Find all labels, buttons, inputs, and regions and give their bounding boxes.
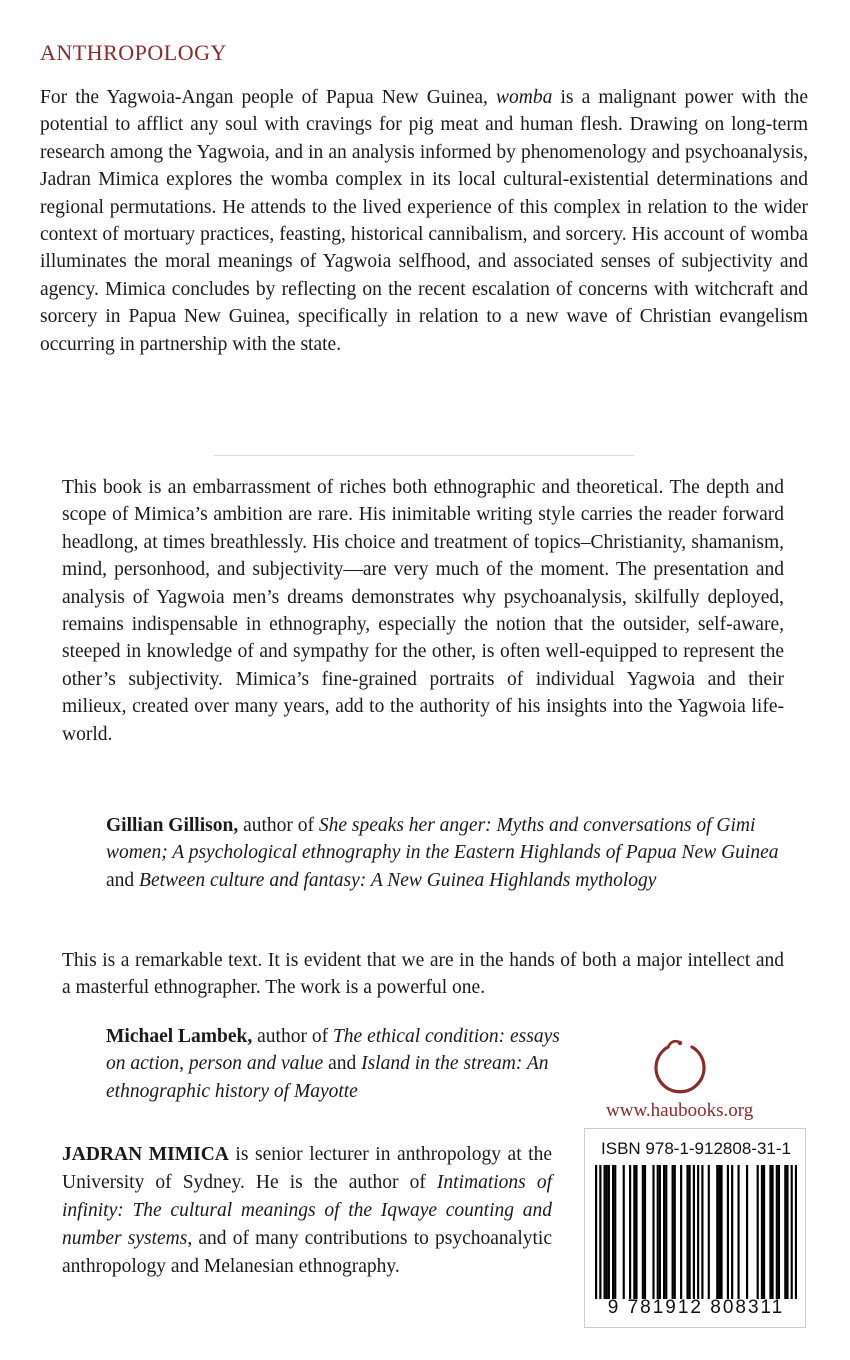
barcode-bars: [595, 1165, 797, 1299]
endorsement-attribution-1: [106, 812, 786, 894]
endorsement-attribution-2: [106, 1023, 566, 1105]
barcode-bar: [633, 1165, 635, 1299]
barcode-bar: [595, 1165, 597, 1299]
barcode-bar: [731, 1165, 733, 1299]
barcode-digits: 9 781912 808311: [607, 1297, 785, 1318]
barcode-bar: [720, 1165, 722, 1299]
hau-ouroboros-logo-icon: [648, 1033, 712, 1097]
barcode-bar: [746, 1165, 748, 1299]
barcode-bar: [716, 1165, 718, 1299]
category-label: ANTHROPOLOGY: [40, 40, 227, 65]
barcode-bar: [680, 1165, 682, 1299]
barcode-bar: [795, 1165, 797, 1299]
barcode-bar: [599, 1165, 601, 1299]
author-name: JADRAN MIMICA: [62, 1144, 229, 1165]
barcode-bar: [737, 1165, 739, 1299]
endorsement-quote-2: This is a remarkable text. It is evident that we are in the hands of both a major intellect and a masterful ethnographer. The work is a powerful one.: [62, 950, 784, 999]
barcode-bar: [652, 1165, 654, 1299]
endorser-work-2a: The ethical condition: essays on action, person and value: [106, 1026, 560, 1075]
barcode-bar: [701, 1165, 703, 1299]
barcode-bar: [604, 1165, 606, 1299]
endorser-work-1a: She speaks her anger: Myths and conversations of Gimi women; A psychological ethnography in the Eastern Highlands of Papua New Guinea: [106, 815, 779, 864]
barcode-bar: [763, 1165, 765, 1299]
barcode-bar: [686, 1165, 688, 1299]
barcode-bar: [674, 1165, 676, 1299]
barcode-bar: [771, 1165, 773, 1299]
barcode-bar: [612, 1165, 614, 1299]
author-book: Intimations of infinity: The cultural meanings of the Iqwaye counting and number systems: [62, 1172, 552, 1249]
endorser-name-2: Michael Lambek,: [106, 1026, 253, 1047]
barcode-bar: [642, 1165, 644, 1299]
barcode-bar: [659, 1165, 661, 1299]
endorser-name-1: Gillian Gillison,: [106, 815, 239, 836]
barcode-bar: [769, 1165, 771, 1299]
barcode-bar: [672, 1165, 674, 1299]
barcode-bar: [761, 1165, 763, 1299]
isbn-label: ISBN 978-1-912808-31-1: [601, 1139, 791, 1158]
barcode-bar: [708, 1165, 710, 1299]
book-description: [40, 84, 808, 358]
barcode-bar: [623, 1165, 625, 1299]
barcode-bar: [784, 1165, 786, 1299]
barcode-bar: [657, 1165, 659, 1299]
barcode-bar: [635, 1165, 637, 1299]
barcode-bar: [614, 1165, 616, 1299]
barcode-bar: [663, 1165, 665, 1299]
barcode-bar: [608, 1165, 610, 1299]
publisher-url[interactable]: www.haubooks.org: [606, 1100, 754, 1121]
barcode-bar: [697, 1165, 699, 1299]
barcode-bar: [757, 1165, 759, 1299]
description-part-2: is a malignant power with the potential to afflict any soul with cravings for pig meat and human flesh. Drawing on long-term research among the Yagwoia, and in an analysis informed by phenomenology and psychoanalysis, Jadran Mimica explores the womba complex in its local cultural-existential determinations and regional permutations. He attends to the lived experience of this complex in relation to the wider context of mortuary practices, feasting, historical cannibalism, and sorcery. His account of womba illuminates the moral meanings of Yagwoia selfhood, and associated senses of subjectivity and agency. Mimica concludes by reflecting on the recent escalation of concerns with witchcraft and sorcery in Papua New Guinea, specifically in relation to a new wave of Christian evangelism occurring in partnership with the state.: [40, 87, 808, 355]
description-term: womba: [496, 87, 553, 108]
barcode-bar: [606, 1165, 608, 1299]
author-of-text: author of: [238, 815, 319, 836]
and-text: and: [323, 1053, 362, 1075]
barcode-bar: [778, 1165, 780, 1299]
endorsement-quote-1: This book is an embarrassment of riches both ethnographic and theoretical. The depth and scope of Mimica’s ambition are rare. His inimitable writing style carries the reader forward headlong, at times breathlessly. His choice and treatment of topics–Christianity, shamanism, mind, personhood, and subjectivity—are very much of the moment. The presentation and analysis of Yagwoia men’s dreams demonstrates why psychoanalysis, skilfully deployed, remains indispensable in ethnography, especially the notion that the outsider, self-aware, steeped in knowledge of and sympathy for the other, is often well-equipped to represent the other’s subjectivity. Mimica’s fine-grained portraits of individual Yagwoia and their milieux, created over many years, add to the authority of his insights into the Yagwoia life-world.: [62, 477, 784, 745]
section-divider: [214, 455, 634, 456]
author-of-text: author of: [252, 1026, 333, 1047]
barcode-bar: [689, 1165, 691, 1299]
barcode-bar: [727, 1165, 729, 1299]
endorser-work-2b: Island in the stream: An ethnographic history of Mayotte: [106, 1053, 549, 1102]
barcode-bar: [693, 1165, 695, 1299]
bio-text-1: is senior lecturer in anthropology at the University of Sydney. He is the author of: [62, 1144, 552, 1193]
bio-text-2: , and of many contributions to psychoanalytic anthropology and Melanesian ethnography.: [62, 1228, 552, 1277]
barcode-bar: [776, 1165, 778, 1299]
author-bio: [62, 1141, 552, 1281]
barcode-bar: [786, 1165, 788, 1299]
endorser-work-1b: Between culture and fantasy: A New Guinea Highlands mythology: [139, 869, 657, 891]
barcode-bar: [665, 1165, 667, 1299]
and-text: and: [106, 869, 140, 891]
barcode-bar: [791, 1165, 793, 1299]
barcode-bar: [644, 1165, 646, 1299]
barcode-bar: [718, 1165, 720, 1299]
barcode-panel: [584, 1128, 806, 1328]
barcode-bar: [629, 1165, 631, 1299]
description-part-1: For the Yagwoia-Angan people of Papua New Guinea,: [40, 87, 497, 108]
